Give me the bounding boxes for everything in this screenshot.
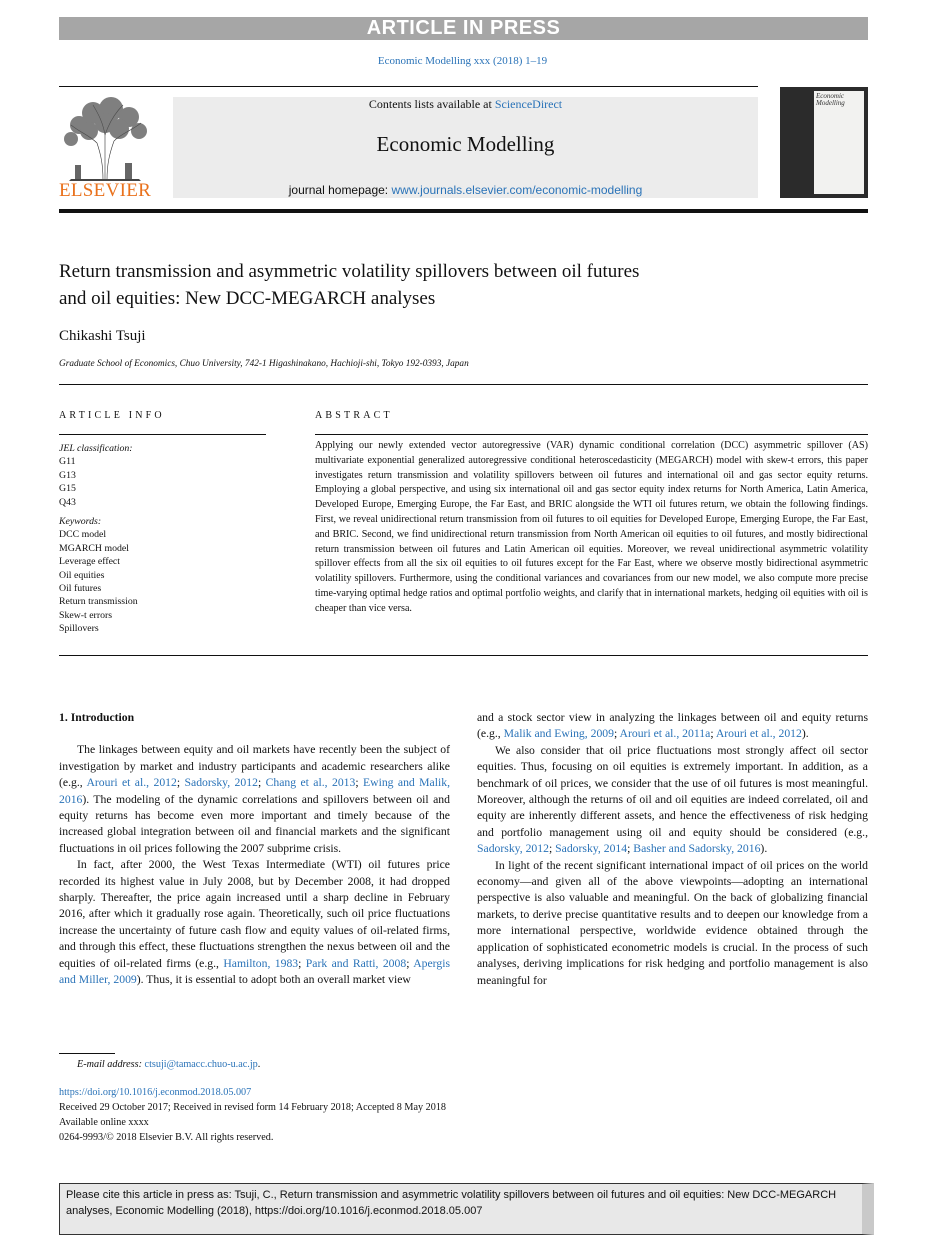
copyright: 0264-9993/© 2018 Elsevier B.V. All rights reserved. [59,1132,274,1143]
keyword: DCC model [59,529,107,541]
available-online: Available online xxxx [59,1117,149,1128]
publisher-name: ELSEVIER [59,180,152,201]
jel-code: G13 [59,469,76,481]
citation-link[interactable]: Arouri et al., 2012 [715,727,802,741]
text-run: ). The modeling of the dynamic correlations and spillovers between oil and equity returns has become even more important and timely because of the increased global integration between oil and financial markets and the significant fluctuations in oil prices following the 2007 subprime crisis. [59,792,450,855]
section-rule-bottom [59,655,868,656]
title-line-2: and oil equities: New DCC-MEGARCH analyses [59,288,436,309]
paragraph: We also consider that oil price fluctuations most strongly affect oil sector equities. Thus, focusing on oil equities is extremely important. In addition, as a benchmark of oil prices, we consider that the use of oil futures is most meaningful. Moreover, although the returns of oil and oil equities are indeed correlated, oil and equity are inherently different assets, and hence the effectiveness of risk hedging and portfolio management using oil and equity should be considered (e.g., Sadorsky, 2012; Sadorsky, 2014; Basher and Sadorsky, 2016). [477,743,868,856]
article-info-rule [59,434,266,435]
article-info-heading: ARTICLE INFO [59,410,165,421]
citation-link[interactable]: Ewing and Malik, 2016 [59,776,451,806]
contents-prefix: Contents lists available at [368,97,495,111]
title-line-1: Return transmission and asymmetric volatility spillovers between oil futures [59,261,640,282]
article-title [59,258,819,312]
citation-link[interactable]: Sadorsky, 2014 [555,842,628,856]
article-in-press-banner: ARTICLE IN PRESS [59,17,868,40]
abstract-heading: ABSTRACT [315,410,393,421]
footnote-rule [59,1053,115,1054]
author-affiliation: Graduate School of Economics, Chuo University, 742-1 Higashinakano, Hachioji-shi, Tokyo 192-0393, Japan [59,359,469,369]
jel-label: JEL classification: [59,443,133,454]
header-thick-rule [59,209,868,213]
abstract-rule [315,434,868,435]
keyword: Oil equities [59,569,105,581]
keyword: MGARCH model [59,542,129,554]
footnote-end: . [257,1059,261,1070]
text-run: ). [760,842,768,856]
jel-code: Q43 [59,496,76,508]
keyword: Skew-t errors [59,609,113,621]
header-rule [59,86,758,87]
body-column-right [477,710,868,989]
footnote-email [77,1059,260,1070]
author-name: Chikashi Tsuji [59,328,146,344]
text-run: We also consider that oil price fluctuations most strongly affect oil sector equities. Thus, focusing on oil equities is extremely important. In addition, as a benchmark of oil prices, we consider that the use of oil futures is most meaningful. Moreover, although the returns of oil and oil equities are indeed correlated, oil and equity are inherently different assets, and hence the effectiveness of risk hedging and portfolio management using oil and equity should be considered (e.g., [477,743,868,839]
journal-citation-line[interactable]: Economic Modelling xxx (2018) 1–19 [377,55,548,67]
citation-link[interactable]: Sadorsky, 2012 [477,842,549,856]
citation-link[interactable]: Apergis and Miller, 2009 [59,956,450,987]
journal-homepage-line [173,183,758,197]
keywords-label: Keywords: [59,516,102,528]
cover-title: Economic Modelling [816,92,845,107]
journal-homepage-link[interactable]: www.journals.elsevier.com/economic-modelling [391,183,643,197]
section-rule-top [59,384,868,385]
keyword: Spillovers [59,623,99,635]
jel-code: G15 [59,483,76,495]
keyword: Leverage effect [59,556,121,568]
journal-cover-thumbnail [780,87,868,198]
article-metadata [59,1085,868,1145]
body-column-left [59,710,450,989]
journal-title: Economic Modelling [376,132,555,156]
text-run: The linkages between equity and oil markets have recently been the subject of investigation by market and industry participants and academic researchers alike (e.g., [59,743,450,790]
text-run: and a stock sector view in analyzing the linkages between oil and equity returns (e.g., [477,711,868,741]
article-info-block [59,442,269,636]
citation-link[interactable]: Arouri et al., 2011a [619,727,711,741]
sciencedirect-link[interactable]: ScienceDirect [494,97,563,111]
abstract-text: Applying our newly extended vector autoregressive (VAR) dynamic conditional correlation (DCC) asymmetric spillover (AS) multivariate exponential generalized autoregressive conditional heteroscedasticity (MEGARCH) model with skew-t errors, this paper investigates return transmission and volatility spillovers between oil futures and international oil and gas sector equity returns. Employing a global perspective, and using six international oil and gas sector equity index returns for North America, Latin America, Developed Europe, Emerging Europe, the Far East, and BRIC alongside the WTI oil futures return, we obtain the following findings. First, we reveal unidirectional return transmission from oil futures to oil equities for Developed Europe, Emerging Europe, the Far East, and BRIC. Second, we find unidirectional return transmission from North American oil equities to oil futures, and mostly bidirectional return transmission between oil futures and Latin American oil equities. Moreover, we reveal unidirectional asymmetric volatility spillover effects from all the six oil equities to oil futures except for the Far East, where we observe mostly bidirectional asymmetric volatility spillovers. Furthermore, using the conditional variances and covariances from our new model, we also compute more precise time-varying optimal hedge ratios and optimal portfolio weights, and clarify that in international markets, hedging oil equities with oil is cheaper than vice versa. [315,440,868,614]
paragraph: In light of the recent significant international impact of oil prices on the world economy—and given all of the above viewpoints—adopting an international perspective is also valuable and meaningful. On the back of globalizing financial markets, to derive precise quantitative results and to deepen our knowledge from a more international perspective, worldwide evidence obtained through the application of sophisticated econometric models is crucial. In the process of such analyses, deriving implications for risk hedging and portfolio management is also meaningful for [477,858,868,987]
keyword: Oil futures [59,583,102,595]
citation-link[interactable]: Park and Ratti, 2008 [305,956,407,970]
paragraph: and a stock sector view in analyzing the linkages between oil and equity returns (e.g., Malik and Ewing, 2009; Arouri et al., 2011a; Arouri et al., 2012). [477,711,868,741]
citation-link[interactable]: Sadorsky, 2012 [184,776,258,790]
paragraph: The linkages between equity and oil markets have recently been the subject of investigation by market and industry participants and academic researchers alike (e.g., Arouri et al., 2012; Sadorsky, 2012; Chang et al., 2013; Ewing and Malik, 2016). The modeling of the dynamic correlations and spillovers between oil and equity returns has become even more important and timely because of the increased global integration between oil and financial markets and the significant fluctuations in oil prices following the 2007 subprime crisis. [59,743,451,855]
citation-link[interactable]: Hamilton, 1983 [223,956,299,970]
doi-link[interactable]: https://doi.org/10.1016/j.econmod.2018.05.007 [59,1087,252,1098]
keyword: Return transmission [59,596,138,608]
received-dates: Received 29 October 2017; Received in revised form 14 February 2018; Accepted 8 May 2018 [59,1102,447,1113]
text-run: ). Thus, it is essential to adopt both an overall market view [136,973,411,987]
section-heading-introduction: 1. Introduction [59,711,135,724]
email-link[interactable]: ctsuji@tamacc.chuo-u.ac.jp [144,1059,258,1070]
text-run: In fact, after 2000, the West Texas Intermediate (WTI) oil futures price recorded its highest value in July 2008, but by December 2008, it had dropped sharply. Thereafter, the price again increased until a sharp decline in February 2016, after which it gradually rose again. Theoretically, such oil price fluctuations increase the uncertainty of future cash flow and equity values of oil-related firms, and through this effect, these fluctuations strengthen the nexus between oil and the equities of oil-related firms (e.g., [59,858,450,970]
citation-link[interactable]: Arouri et al., 2012 [86,776,177,790]
email-label: E-mail address: [77,1059,145,1070]
citation-link[interactable]: Chang et al., 2013 [265,776,356,790]
citation-link[interactable]: Basher and Sadorsky, 2016 [633,842,761,856]
jel-code: G11 [59,456,76,468]
paragraph: In fact, after 2000, the West Texas Intermediate (WTI) oil futures price recorded its highest value in July 2008, but by December 2008, it had dropped sharply. Thereafter, the price again increased until a sharp decline in February 2016, after which it gradually rose again. Theoretically, such oil price fluctuations increase the uncertainty of future cash flow and equity values of oil-related firms, and through this effect, these fluctuations strengthen the nexus between oil and the equities of oil-related firms (e.g., Hamilton, 1983; Park and Ratti, 2008; Apergis and Miller, 2009). Thus, it is essential to adopt both an overall market view [59,858,450,987]
cite-this-article-box: Please cite this article in press as: Tsuji, C., Return transmission and asymmetric volatility spillovers between oil futures and oil equities: New DCC-MEGARCH analyses, Economic Modelling (2018), https://doi.org/10.1016/j.econmod.2018.05.007 [59,1183,874,1235]
homepage-prefix: journal homepage: [288,183,392,197]
citation-link[interactable]: Malik and Ewing, 2009 [503,727,614,741]
contents-available-line [173,97,758,112]
text-run: ). [801,727,809,741]
